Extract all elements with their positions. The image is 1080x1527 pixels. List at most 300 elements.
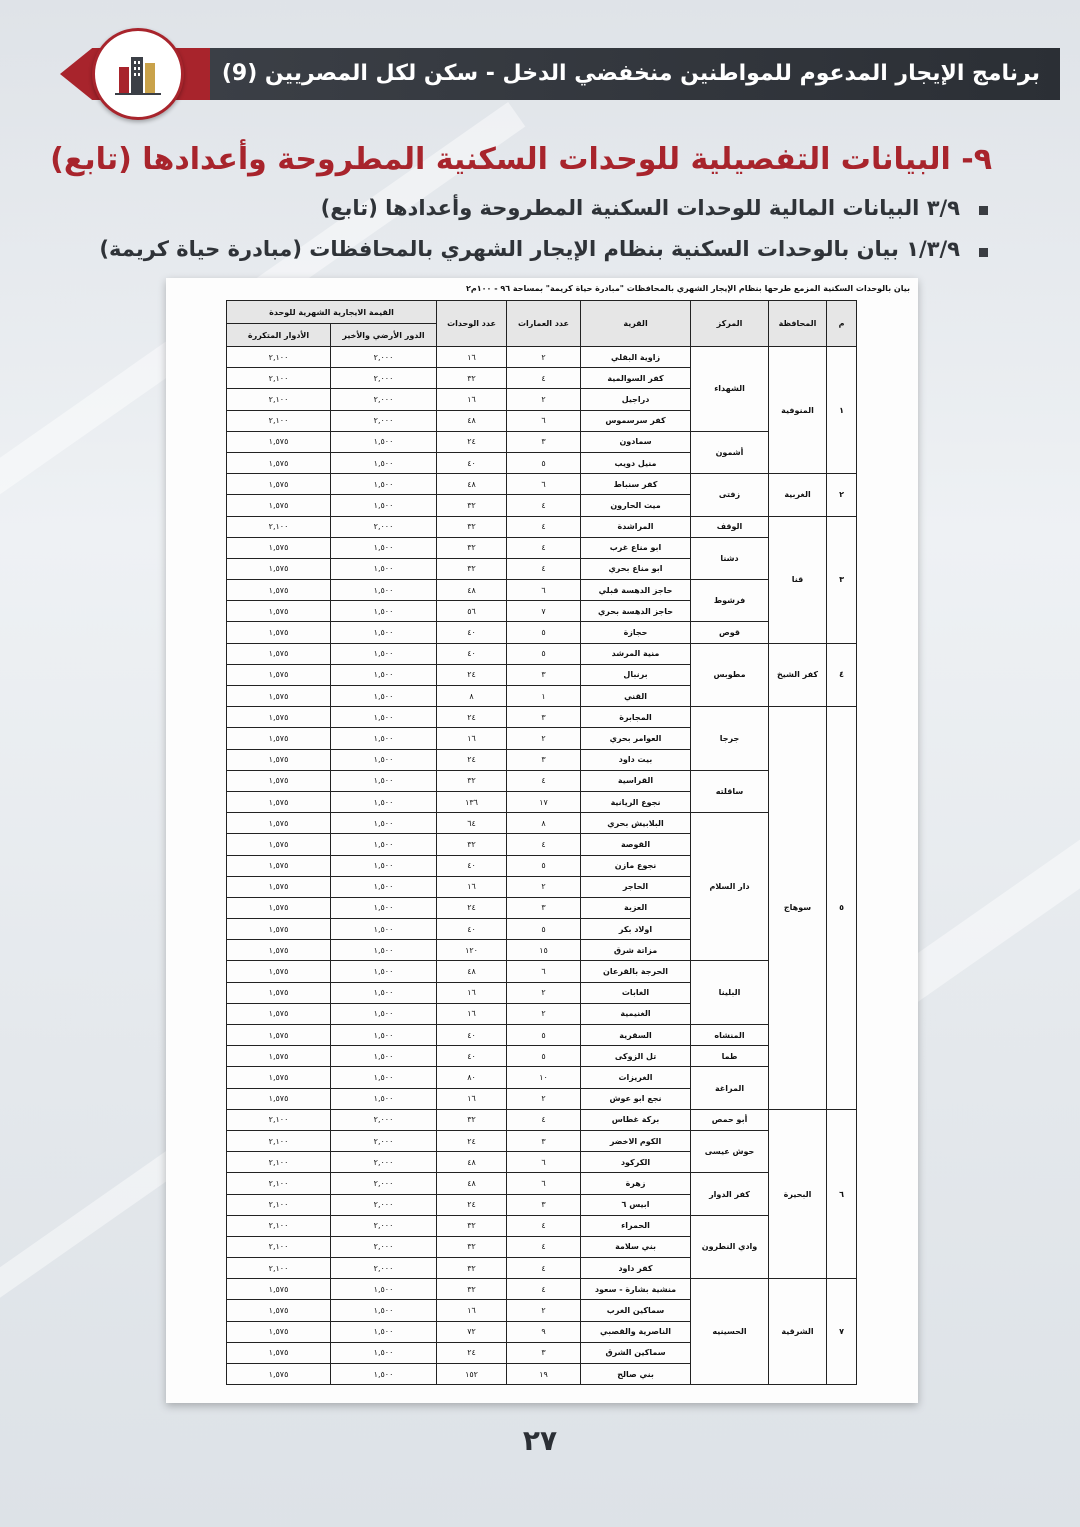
cell-village: كفر سنباط [581,474,691,495]
cell-units: ٤٨ [437,961,507,982]
cell-rent-repeated: ١,٥٧٥ [227,1364,331,1385]
cell-rent-repeated: ١,٥٧٥ [227,770,331,791]
cell-buildings: ٥ [507,452,581,473]
cell-village: الغنيمية [581,1003,691,1024]
cell-rent-ground: ١,٥٠٠ [331,1279,437,1300]
cell-village: الحمراء [581,1215,691,1236]
cell-village: بني صالح [581,1364,691,1385]
cell-village: كفر السوالمية [581,368,691,389]
cell-village: القوصة [581,834,691,855]
cell-governorate: الشرقية [769,1279,827,1385]
cell-village: بني سلامة [581,1236,691,1257]
cell-units: ٢٤ [437,1342,507,1363]
cell-buildings: ٤ [507,1215,581,1236]
cell-village: منشية بشارة - سعود [581,1279,691,1300]
cell-rent-ground: ١,٥٠٠ [331,770,437,791]
cell-rent-ground: ١,٥٠٠ [331,495,437,516]
cell-rent-ground: ١,٥٠٠ [331,664,437,685]
cell-buildings: ١٠ [507,1067,581,1088]
cell-units: ٣٢ [437,1258,507,1279]
cell-rent-ground: ٢,٠٠٠ [331,1130,437,1151]
cell-buildings: ٢ [507,347,581,368]
cell-seq: ٥ [827,707,857,1110]
cell-rent-repeated: ١,٥٧٥ [227,1003,331,1024]
cell-buildings: ٥ [507,622,581,643]
cell-village: الكركود [581,1152,691,1173]
cell-rent-repeated: ٢,١٠٠ [227,1215,331,1236]
table-row [227,622,857,643]
cell-buildings: ٦ [507,1152,581,1173]
cell-rent-repeated: ٢,١٠٠ [227,1236,331,1257]
cell-buildings: ٢ [507,982,581,1003]
table-row [227,347,857,368]
cell-village: ميت الحارون [581,495,691,516]
cell-village: العوامر بحري [581,728,691,749]
cell-center: وادي النطرون [691,1215,769,1279]
cell-rent-ground: ٢,٠٠٠ [331,1109,437,1130]
cell-rent-ground: ١,٥٠٠ [331,1003,437,1024]
cell-buildings: ٤ [507,495,581,516]
cell-village: الناصرية والقصبي [581,1321,691,1342]
cell-rent-ground: ٢,٠٠٠ [331,516,437,537]
cell-rent-repeated: ١,٥٧٥ [227,919,331,940]
cell-units: ٨٠ [437,1067,507,1088]
cell-rent-ground: ١,٥٠٠ [331,897,437,918]
cell-rent-repeated: ٢,١٠٠ [227,1173,331,1194]
cell-units: ١٦ [437,1003,507,1024]
cell-rent-ground: ٢,٠٠٠ [331,1258,437,1279]
cell-units: ٢٤ [437,707,507,728]
cell-buildings: ٨ [507,813,581,834]
header-title: برنامج الإيجار المدعوم للمواطنين منخفضي الدخل - سكن لكل المصريين (9) [221,61,1040,86]
cell-rent-repeated: ١,٥٧٥ [227,1067,331,1088]
cell-units: ٤٠ [437,643,507,664]
table-row [227,643,857,664]
cell-rent-ground: ٢,٠٠٠ [331,347,437,368]
cell-rent-ground: ١,٥٠٠ [331,1300,437,1321]
cell-rent-ground: ١,٥٠٠ [331,622,437,643]
cell-rent-repeated: ٢,١٠٠ [227,389,331,410]
cell-buildings: ٤ [507,558,581,579]
header-buildings: عدد العمارات [507,301,581,347]
cell-buildings: ٥ [507,643,581,664]
cell-village: المجابرة [581,707,691,728]
cell-rent-repeated: ١,٥٧٥ [227,580,331,601]
cell-rent-ground: ١,٥٠٠ [331,537,437,558]
cell-rent-repeated: ١,٥٧٥ [227,1025,331,1046]
cell-rent-repeated: ١,٥٧٥ [227,664,331,685]
cell-village: السقرية [581,1025,691,1046]
cell-buildings: ١ [507,686,581,707]
table-row [227,813,857,834]
cell-center: أبو حمص [691,1109,769,1130]
table-caption: بيان بالوحدات السكنية المزمع طرحها بنظام الإيجار الشهري بالمحافظات "مبادرة حياة كريمة" بمساحة ٩٦ - ١٠٠م٢ [466,284,910,293]
cell-units: ٤٨ [437,1173,507,1194]
cell-village: نجوع مازن [581,855,691,876]
cell-buildings: ٣ [507,1342,581,1363]
cell-buildings: ٤ [507,1279,581,1300]
cell-buildings: ٣ [507,431,581,452]
cell-village: كفر سرسموس [581,410,691,431]
cell-units: ٢٤ [437,431,507,452]
cell-rent-ground: ٢,٠٠٠ [331,1215,437,1236]
cell-rent-repeated: ١,٥٧٥ [227,834,331,855]
cell-center: الحسينيه [691,1279,769,1385]
cell-units: ٤٠ [437,622,507,643]
subsection-title-2: ١/٣/٩ بيان بالوحدات السكنية بنظام الإيجار الشهري بالمحافظات (مبادرة حياة كريمة) [99,237,960,261]
cell-units: ٣٢ [437,537,507,558]
cell-village: العزبة [581,897,691,918]
cell-village: الحاجر [581,876,691,897]
cell-seq: ٦ [827,1109,857,1279]
cell-buildings: ٩ [507,1321,581,1342]
cell-center: مطوبس [691,643,769,707]
table-row [227,474,857,495]
cell-village: حاجز الدهسة قبلي [581,580,691,601]
cell-rent-ground: ١,٥٠٠ [331,813,437,834]
header-seq: م [827,301,857,347]
cell-rent-repeated: ١,٥٧٥ [227,686,331,707]
cell-units: ٢٤ [437,1130,507,1151]
cell-rent-repeated: ١,٥٧٥ [227,1321,331,1342]
building-logo-icon [113,49,163,99]
cell-rent-repeated: ١,٥٧٥ [227,728,331,749]
cell-rent-repeated: ١,٥٧٥ [227,643,331,664]
cell-buildings: ٣ [507,897,581,918]
cell-rent-ground: ١,٥٠٠ [331,1067,437,1088]
cell-village: سمادون [581,431,691,452]
cell-seq: ١ [827,347,857,474]
cell-rent-ground: ١,٥٠٠ [331,1321,437,1342]
cell-rent-ground: ١,٥٠٠ [331,1342,437,1363]
cell-units: ١٦ [437,876,507,897]
cell-units: ٢٤ [437,664,507,685]
cell-units: ٤٨ [437,580,507,601]
cell-rent-ground: ١,٥٠٠ [331,431,437,452]
cell-units: ١٦ [437,728,507,749]
bullet-icon [979,206,988,215]
cell-buildings: ٣ [507,1130,581,1151]
cell-buildings: ٥ [507,855,581,876]
cell-rent-ground: ٢,٠٠٠ [331,1173,437,1194]
cell-village: البلابيش بحري [581,813,691,834]
cell-units: ١٦ [437,1300,507,1321]
cell-rent-repeated: ١,٥٧٥ [227,558,331,579]
cell-buildings: ٥ [507,1025,581,1046]
housing-units-table [226,300,857,1385]
cell-rent-ground: ١,٥٠٠ [331,749,437,770]
cell-units: ٣٢ [437,1109,507,1130]
cell-rent-repeated: ١,٥٧٥ [227,855,331,876]
cell-rent-ground: ١,٥٠٠ [331,855,437,876]
cell-rent-repeated: ١,٥٧٥ [227,813,331,834]
cell-units: ٣٢ [437,1279,507,1300]
cell-units: ٣٢ [437,1236,507,1257]
table-row [227,1279,857,1300]
cell-village: ابو مناع بحري [581,558,691,579]
cell-village: منية المرشد [581,643,691,664]
cell-rent-ground: ١,٥٠٠ [331,452,437,473]
table-row [227,1215,857,1236]
cell-units: ٧٢ [437,1321,507,1342]
cell-buildings: ٤ [507,537,581,558]
cell-rent-ground: ١,٥٠٠ [331,940,437,961]
cell-buildings: ٥ [507,1046,581,1067]
cell-center: المنشاه [691,1025,769,1046]
cell-units: ٤٨ [437,1152,507,1173]
cell-center: دشنا [691,537,769,579]
cell-rent-ground: ١,٥٠٠ [331,1364,437,1385]
cell-rent-repeated: ١,٥٧٥ [227,431,331,452]
cell-village: حجازة [581,622,691,643]
cell-center: أشمون [691,431,769,473]
cell-rent-ground: ١,٥٠٠ [331,876,437,897]
table-row [227,961,857,982]
cell-village: زاوية البقلي [581,347,691,368]
cell-buildings: ٤ [507,368,581,389]
cell-village: سماكين الغرب [581,1300,691,1321]
cell-units: ٣٢ [437,558,507,579]
cell-village: دراجيل [581,389,691,410]
cell-seq: ٧ [827,1279,857,1385]
cell-rent-ground: ٢,٠٠٠ [331,1194,437,1215]
cell-village: حاجز الدهسة بحري [581,601,691,622]
cell-buildings: ٢ [507,389,581,410]
table-card [166,278,918,1403]
cell-center: كفر الدوار [691,1173,769,1215]
cell-governorate: قنا [769,516,827,643]
cell-village: القني [581,686,691,707]
cell-village: سماكين الشرق [581,1342,691,1363]
cell-village: نجوع الريانية [581,791,691,812]
cell-rent-repeated: ١,٥٧٥ [227,601,331,622]
cell-governorate: البحيرة [769,1109,827,1279]
table-row [227,516,857,537]
cell-units: ٢٤ [437,1194,507,1215]
cell-units: ٨ [437,686,507,707]
table-row [227,580,857,601]
cell-center: البلينا [691,961,769,1025]
cell-rent-ground: ١,٥٠٠ [331,982,437,1003]
cell-units: ٣٢ [437,1215,507,1236]
cell-buildings: ٣ [507,1194,581,1215]
cell-units: ٢٤ [437,897,507,918]
cell-village: تل الزوكى [581,1046,691,1067]
cell-village: الغريزات [581,1067,691,1088]
cell-rent-ground: ٢,٠٠٠ [331,389,437,410]
cell-rent-repeated: ٢,١٠٠ [227,1109,331,1130]
cell-buildings: ٧ [507,601,581,622]
cell-village: مزاتة شرق [581,940,691,961]
table-row [227,1109,857,1130]
cell-village: الغابات [581,982,691,1003]
cell-center: الوقف [691,516,769,537]
header-rent-repeated: الأدوار المتكررة [227,324,331,347]
cell-buildings: ٢ [507,1003,581,1024]
cell-buildings: ٦ [507,410,581,431]
cell-rent-repeated: ٢,١٠٠ [227,1130,331,1151]
cell-village: المراشدة [581,516,691,537]
cell-buildings: ٦ [507,1173,581,1194]
cell-governorate: المنوفية [769,347,827,474]
cell-village: نجع ابو عوش [581,1088,691,1109]
cell-rent-repeated: ٢,١٠٠ [227,368,331,389]
cell-buildings: ١٥ [507,940,581,961]
cell-center: فرشوط [691,580,769,622]
cell-rent-repeated: ١,٥٧٥ [227,474,331,495]
cell-center: طما [691,1046,769,1067]
header-village: القرية [581,301,691,347]
cell-buildings: ٤ [507,1109,581,1130]
cell-center: جرجا [691,707,769,771]
cell-village: زهرة [581,1173,691,1194]
cell-rent-ground: ٢,٠٠٠ [331,1236,437,1257]
cell-rent-repeated: ٢,١٠٠ [227,347,331,368]
table-row [227,1173,857,1194]
cell-units: ١٦ [437,389,507,410]
cell-rent-repeated: ٢,١٠٠ [227,410,331,431]
cell-rent-repeated: ١,٥٧٥ [227,452,331,473]
cell-rent-ground: ٢,٠٠٠ [331,1152,437,1173]
cell-units: ١٦ [437,982,507,1003]
cell-units: ١٢٠ [437,940,507,961]
cell-buildings: ١٧ [507,791,581,812]
cell-rent-repeated: ٢,١٠٠ [227,1194,331,1215]
cell-rent-ground: ١,٥٠٠ [331,707,437,728]
cell-buildings: ٦ [507,580,581,601]
cell-governorate: الغربية [769,474,827,516]
section-title: ٩- البيانات التفصيلية للوحدات السكنية المطروحة وأعدادها (تابع) [50,142,992,177]
cell-units: ١٦ [437,347,507,368]
cell-units: ٤٨ [437,474,507,495]
cell-village: القراسية [581,770,691,791]
cell-rent-ground: ١,٥٠٠ [331,1046,437,1067]
cell-village: اولاد بكر [581,919,691,940]
cell-buildings: ٢ [507,728,581,749]
cell-units: ٣٢ [437,770,507,791]
table-row [227,1025,857,1046]
header-center: المركز [691,301,769,347]
table-row [227,431,857,452]
cell-center: قوص [691,622,769,643]
cell-village: الكوم الاخضر [581,1130,691,1151]
cell-units: ٣٢ [437,495,507,516]
cell-village: ابو مناع غرب [581,537,691,558]
cell-rent-repeated: ١,٥٧٥ [227,961,331,982]
cell-rent-repeated: ١,٥٧٥ [227,749,331,770]
cell-center: ساقلته [691,770,769,812]
cell-rent-ground: ١,٥٠٠ [331,558,437,579]
cell-buildings: ٦ [507,961,581,982]
cell-units: ٤٠ [437,855,507,876]
cell-rent-repeated: ١,٥٧٥ [227,982,331,1003]
cell-units: ٢٤ [437,749,507,770]
bullet-icon [979,248,988,257]
cell-buildings: ٦ [507,474,581,495]
header-governorate: المحافظة [769,301,827,347]
table-row [227,707,857,728]
cell-rent-ground: ٢,٠٠٠ [331,368,437,389]
cell-center: دار السلام [691,813,769,961]
cell-center: الشهداء [691,347,769,432]
cell-buildings: ٢ [507,876,581,897]
cell-village: منيل دويب [581,452,691,473]
cell-rent-ground: ١,٥٠٠ [331,961,437,982]
cell-units: ٤٠ [437,1046,507,1067]
cell-units: ١٣٦ [437,791,507,812]
table-row [227,1067,857,1088]
cell-buildings: ٤ [507,834,581,855]
cell-rent-repeated: ١,٥٧٥ [227,1088,331,1109]
cell-buildings: ٥ [507,919,581,940]
cell-buildings: ٣ [507,664,581,685]
cell-center: زفتى [691,474,769,516]
cell-units: ٣٢ [437,516,507,537]
cell-village: بركة غطاس [581,1109,691,1130]
cell-units: ١٦ [437,1088,507,1109]
cell-units: ٤٠ [437,919,507,940]
cell-rent-ground: ١,٥٠٠ [331,643,437,664]
cell-buildings: ٢ [507,1300,581,1321]
cell-buildings: ٤ [507,770,581,791]
header-banner [60,48,1060,100]
cell-rent-repeated: ١,٥٧٥ [227,1342,331,1363]
cell-rent-repeated: ١,٥٧٥ [227,1300,331,1321]
fund-logo [92,28,184,120]
cell-rent-ground: ١,٥٠٠ [331,1025,437,1046]
cell-rent-ground: ١,٥٠٠ [331,919,437,940]
cell-rent-ground: ١,٥٠٠ [331,474,437,495]
cell-seq: ٤ [827,643,857,707]
cell-rent-repeated: ١,٥٧٥ [227,791,331,812]
cell-units: ٥٦ [437,601,507,622]
cell-rent-repeated: ٢,١٠٠ [227,516,331,537]
cell-rent-repeated: ١,٥٧٥ [227,940,331,961]
cell-rent-repeated: ١,٥٧٥ [227,622,331,643]
cell-governorate: كفر الشيخ [769,643,827,707]
cell-buildings: ٤ [507,516,581,537]
cell-units: ٣٢ [437,834,507,855]
cell-units: ٤٠ [437,1025,507,1046]
cell-village: برنبال [581,664,691,685]
cell-rent-repeated: ١,٥٧٥ [227,495,331,516]
cell-village: الحرجة بالقرعان [581,961,691,982]
cell-rent-ground: ٢,٠٠٠ [331,410,437,431]
cell-units: ٤٨ [437,410,507,431]
cell-village: كفر داود [581,1258,691,1279]
page-number: ٢٧ [522,1424,558,1457]
table-row [227,770,857,791]
cell-units: ٣٢ [437,368,507,389]
table-body [227,347,857,1385]
cell-village: بيت داود [581,749,691,770]
cell-buildings: ٣ [507,707,581,728]
cell-buildings: ٤ [507,1236,581,1257]
cell-seq: ٢ [827,474,857,516]
cell-center: المراغة [691,1067,769,1109]
cell-rent-ground: ١,٥٠٠ [331,580,437,601]
cell-buildings: ٢ [507,1088,581,1109]
cell-units: ١٥٢ [437,1364,507,1385]
cell-seq: ٣ [827,516,857,643]
subsection-title-1: ٣/٩ البيانات المالية للوحدات السكنية المطروحة وأعدادها (تابع) [320,196,960,220]
cell-rent-ground: ١,٥٠٠ [331,834,437,855]
cell-units: ٦٤ [437,813,507,834]
header-rent-group: القيمة الايجارية الشهرية للوحدة [227,301,437,324]
cell-buildings: ٣ [507,749,581,770]
cell-rent-repeated: ١,٥٧٥ [227,707,331,728]
header-rent-ground: الدور الأرضي والأخير [331,324,437,347]
